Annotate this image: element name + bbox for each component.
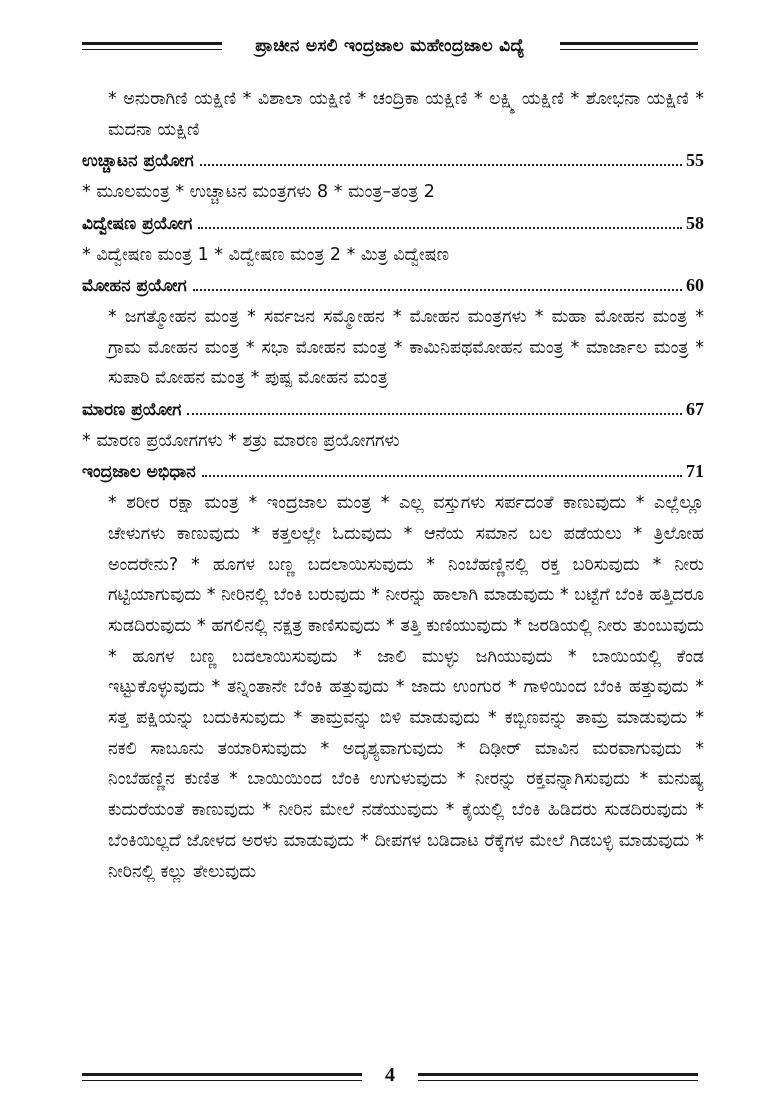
page-number: 4 [385,1064,395,1086]
dot-leader [200,164,682,166]
toc-entry-items: * ಮೂಲಮಂತ್ರ * ಉಚ್ಚಾಟನ ಮಂತ್ರಗಳು 8 * ಮಂತ್ರ–ತಂತ್ರ 2 [82,182,435,203]
running-header [0,36,780,56]
toc-entry-items: * ಮಾರಣ ಪ್ರಯೋಗಗಳು * ಶತ್ರು ಮಾರಣ ಪ್ರಯೋಗಗಳು [82,430,400,451]
dot-leader [198,227,682,229]
toc-entry-title: ವಿದ್ವೇಷಣ ಪ್ರಯೋಗ [82,213,193,234]
dot-leader [193,289,682,291]
toc-entry-items: * ವಿದ್ವೇಷಣ ಮಂತ್ರ 1 * ವಿದ್ವೇಷಣ ಮಂತ್ರ 2 * ಮಿತ್ರ ವಿದ್ವೇಷಣ [82,244,450,265]
intro-items: * ಅನುರಾಗಿಣಿ ಯಕ್ಷಿಣಿ * ವಿಶಾಲಾ ಯಕ್ಷಿಣಿ * ಚಂದ್ರಿಕಾ ಯಕ್ಷಿಣಿ * ಲಕ್ಷ್ಮಿ ಯಕ್ಷಿಣಿ * ಶೋಭನಾ ಯಕ್ಷಿಣಿ * ಮದನಾ ಯಕ್ಷಿಣಿ [108,89,704,140]
toc-entry-uchchatana[interactable] [82,145,704,177]
dot-leader [187,413,682,415]
toc-content [82,84,704,887]
dot-leader [202,475,682,477]
toc-entry-items: * ಜಗತ್ಮೋಹನ ಮಂತ್ರ * ಸರ್ವಜನ ಸಮ್ಮೋಹನ * ಮೋಹನ ಮಂತ್ರಗಳು * ಮಹಾ ಮೋಹನ ಮಂತ್ರ * ಗ್ರಾಮ ಮೋಹನ ಮಂತ್ರ * ಸಭಾ ಮೋಹನ ಮಂತ್ರ * ಕಾಮಿನಿಪಥಮೋಹನ ಮಂತ್ರ * ಮಾರ್ಜಾಲ ಮಂತ್ರ * ಸುಪಾರಿ ಮೋಹನ ಮಂತ್ರ * ಪುಷ್ಪ ಮೋಹನ ಮಂತ್ರ [108,306,704,389]
toc-entry-mohana[interactable] [82,270,704,302]
toc-page-number: 58 [686,212,704,233]
toc-entry-indrajala[interactable] [82,456,704,488]
running-header-title: ಪ್ರಾಚೀನ ಅಸಲಿ ಇಂದ್ರಜಾಲ ಮಹೇಂದ್ರಜಾಲ ವಿದ್ಯೆ [247,36,532,56]
toc-entry-vidveshana[interactable] [82,208,704,240]
toc-page-number: 67 [686,399,704,420]
toc-page-number: 60 [686,275,704,296]
toc-entry-title: ಉಚ್ಚಾಟನ ಪ್ರಯೋಗ [82,151,194,172]
toc-entry-marana[interactable] [82,394,704,426]
toc-entry-title: ಮೋಹನ ಪ್ರಯೋಗ [82,276,187,297]
toc-page-number: 55 [686,150,704,171]
toc-page-number: 71 [686,461,704,482]
toc-entry-title: ಮಾರಣ ಪ್ರಯೋಗ [82,400,182,421]
toc-entry-title: ಇಂದ್ರಜಾಲ ಅಭಿಧಾನ [82,462,196,483]
toc-entry-items: * ಶರೀರ ರಕ್ಷಾ ಮಂತ್ರ * ಇಂದ್ರಜಾಲ ಮಂತ್ರ * ಎಲ್ಲ ವಸ್ತುಗಳು ಸರ್ಪದಂತೆ ಕಾಣುವುದು * ಎಲ್ಲೆಲ್ಲೂ ಚೇಳುಗಳು ಕಾಣುವುದು * ಕತ್ತಲಲ್ಲೇ ಓದುವುದು * ಆನೆಯ ಸಮಾನ ಬಲ ಪಡೆಯಲು * ತ್ರಿಲೋಹ ಅಂದರೇನು? * ಹೂಗಳ ಬಣ್ಣ ಬದಲಾಯಿಸುವುದು * ನಿಂಬೆಹಣ್ಣಿನಲ್ಲಿ ರಕ್ತ ಬರಿಸುವುದು * ನೀರು ಗಟ್ಟಿಯಾಗುವುದು * ನೀರಿನಲ್ಲಿ ಬೆಂಕಿ ಬರುವುದು * ನೀರನ್ನು ಹಾಲಾಗಿ ಮಾಡುವುದು * ಬಟ್ಟೆಗೆ ಬೆಂಕಿ ಹತ್ತಿದರೂ ಸುಡದಿರುವುದು * ಹಗಲಿನಲ್ಲಿ ನಕ್ಷತ್ರ ಕಾಣಿಸುವುದು * ತತ್ತಿ ಕುಣಿಯುವುದು * ಜರಡಿಯಲ್ಲಿ ನೀರು ತುಂಬುವುದು * ಹೂಗಳ ಬಣ್ಣ ಬದಲಾಯಿಸುವುದು * ಜಾಲಿ ಮುಳ್ಳು ಜಗಿಯುವುದು * ಬಾಯಿಯಲ್ಲಿ ಕೆಂಡ ಇಟ್ಟುಕೊಳ್ಳುವುದು * ತನ್ನಿಂತಾನೇ ಬೆಂಕಿ ಹತ್ತುವುದು * ಜಾದು ಉಂಗುರ * ಗಾಳಿಯಿಂದ ಬೆಂಕಿ ಹತ್ತುವುದು * ಸತ್ತ ಪಕ್ಷಿಯನ್ನು ಬದುಕಿಸುವುದು * ತಾಮ್ರವನ್ನು ಬಿಳಿ ಮಾಡುವುದು * ಕಬ್ಬಿಣವನ್ನು ತಾಮ್ರ ಮಾಡುವುದು * ನಕಲಿ ಸಾಬೂನು ತಯಾರಿಸುವುದು * ಅದೃಶ್ಯವಾಗುವುದು * ದಿಢೀರ್ ಮಾವಿನ ಮರವಾಗುವುದು * ನಿಂಬೆಹಣ್ಣಿನ ಕುಣಿತ * ಬಾಯಿಯಿಂದ ಬೆಂಕಿ ಉಗುಳುವುದು * ನೀರನ್ನು ರಕ್ತವನ್ನಾಗಿಸುವುದು * ಮನುಷ್ಯ ಕುದುರೆಯಂತೆ ಕಾಣುವುದು * ನೀರಿನ ಮೇಲೆ ನಡೆಯುವುದು * ಕೈಯಲ್ಲಿ ಬೆಂಕಿ ಹಿಡಿದರು ಸುಡದಿರುವುದು * ಬೆಂಕಿಯಿಲ್ಲದೆ ಜೋಳದ ಅರಳು ಮಾಡುವುದು * ದೀಪಗಳ ಬಡಿದಾಟ ರೆಕ್ಕೆಗಳ ಮೇಲೆ ಗಿಡಬಳ್ಳಿ ಮಾಡುವುದು * ನೀರಿನಲ್ಲಿ ಕಲ್ಲು ತೇಲುವುದು [108,493,705,882]
